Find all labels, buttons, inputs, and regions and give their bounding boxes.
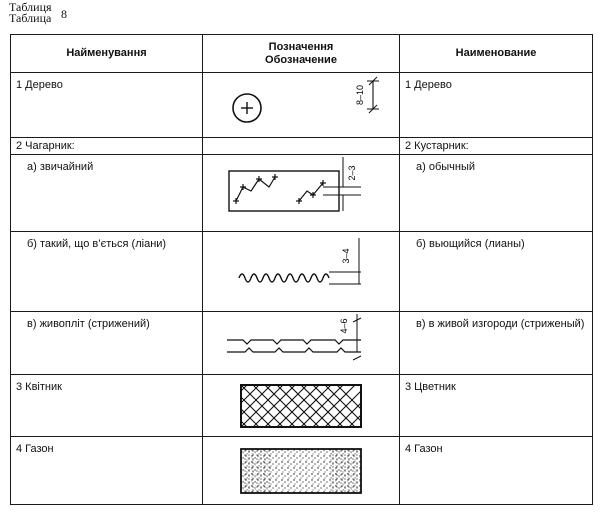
- tree-symbol: [203, 73, 400, 138]
- cell-ru: 3 Цветник: [400, 375, 593, 437]
- table-row: [11, 232, 593, 312]
- cell-symbol: [203, 232, 400, 312]
- header-symbol-uk: Позначення: [268, 40, 334, 53]
- header-russian: Наименование: [400, 35, 593, 73]
- dimension-label: 2–3: [347, 165, 357, 181]
- cell-uk: а) звичайний: [11, 155, 203, 232]
- header-symbol-ru: Обозначение: [265, 53, 337, 66]
- table-row: [11, 155, 593, 232]
- cell-uk: 1 Дерево: [11, 73, 203, 138]
- cell-symbol: [203, 155, 400, 232]
- table-row: [11, 375, 593, 437]
- header-ukrainian: Найменування: [11, 35, 203, 73]
- cell-ru: 1 Дерево: [400, 73, 593, 138]
- header-row: [11, 35, 593, 73]
- caption-ukrainian: Таблиця: [9, 0, 52, 14]
- table-row: [11, 138, 593, 155]
- cell-ru: б) вьющийся (лианы): [400, 232, 593, 312]
- cell-symbol: [203, 375, 400, 437]
- dimension-label: 8–10: [355, 84, 365, 106]
- cell-ru: 4 Газон: [400, 437, 593, 505]
- flowerbed-symbol: [203, 375, 400, 437]
- cell-uk: 4 Газон: [11, 437, 203, 505]
- cell-uk: в) живопліт (стрижений): [11, 312, 203, 375]
- table-caption: [9, 0, 67, 25]
- table-number: 8: [61, 7, 67, 21]
- cell-uk: 2 Чагарник:: [11, 138, 203, 155]
- cell-ru: 2 Кустарник:: [400, 138, 593, 155]
- symbols-table: [10, 34, 593, 505]
- header-symbol: [203, 35, 400, 73]
- vine-symbol: [203, 232, 400, 312]
- cell-uk: б) такий, що в’ється (ліани): [11, 232, 203, 312]
- cell-symbol: [203, 138, 400, 155]
- lawn-symbol: [203, 437, 400, 505]
- dimension-label: 3–4: [341, 248, 351, 264]
- cell-uk: 3 Квітник: [11, 375, 203, 437]
- hedge-symbol: [203, 312, 400, 375]
- cell-symbol: [203, 437, 400, 505]
- table-row: [11, 437, 593, 505]
- caption-russian: Таблица: [9, 11, 52, 25]
- table-row: [11, 312, 593, 375]
- cell-symbol: [203, 312, 400, 375]
- table-row: [11, 73, 593, 138]
- shrub-symbol: [203, 155, 400, 232]
- cell-ru: в) в живой изгороди (стриженый): [400, 312, 593, 375]
- cell-ru: а) обычный: [400, 155, 593, 232]
- cell-symbol: [203, 73, 400, 138]
- dimension-label: 4–6: [339, 318, 349, 334]
